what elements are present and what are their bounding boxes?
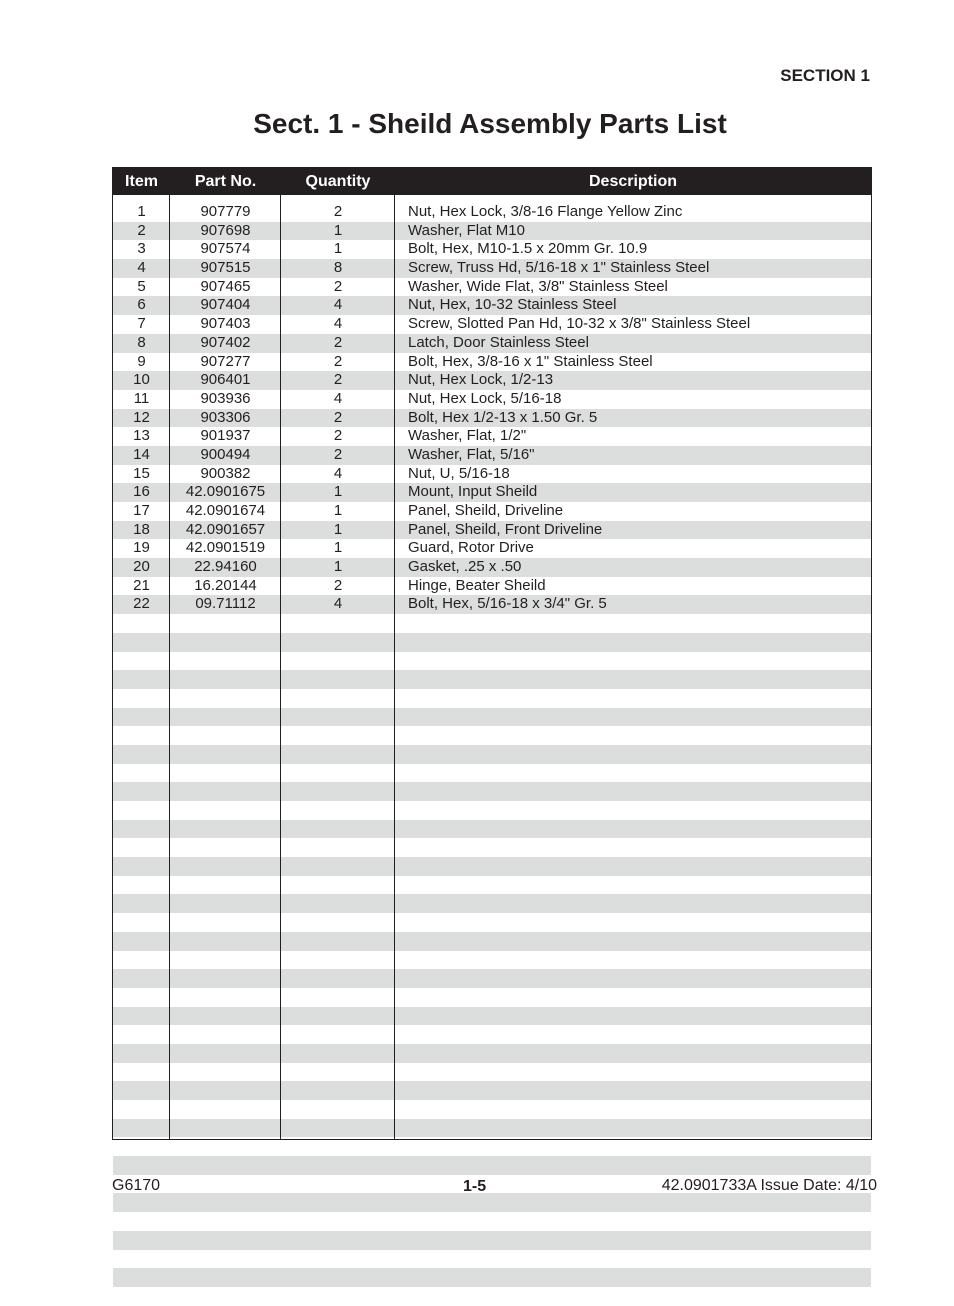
quantity-cell: 2 bbox=[333, 445, 343, 463]
item-cell: 13 bbox=[133, 427, 150, 445]
description-cell: Screw, Slotted Pan Hd, 10-32 x 3/8" Stainless Steel bbox=[408, 315, 751, 333]
section-label: SECTION 1 bbox=[780, 66, 870, 85]
quantity-cell: 8 bbox=[333, 259, 343, 277]
column-header-item: Item bbox=[125, 173, 158, 190]
quantity-cell: 2 bbox=[333, 408, 343, 426]
description-cell: Nut, Hex Lock, 5/16-18 bbox=[408, 389, 562, 407]
part-no-cell: 901937 bbox=[200, 427, 251, 445]
table-row bbox=[113, 1025, 871, 1044]
footer-doc-issue: 42.0901733A Issue Date: 4/10 bbox=[661, 1177, 877, 1194]
item-cell: 21 bbox=[133, 576, 150, 594]
quantity-cell: 4 bbox=[333, 595, 343, 613]
table-row bbox=[113, 951, 871, 970]
quantity-cell: 1 bbox=[333, 483, 343, 501]
description-cell: Nut, Hex Lock, 1/2-13 bbox=[408, 371, 554, 389]
part-no-cell: 907574 bbox=[200, 240, 251, 258]
table-row bbox=[113, 539, 871, 558]
quantity-cell: 2 bbox=[333, 277, 343, 295]
table-row bbox=[113, 820, 871, 839]
parts-table bbox=[112, 167, 872, 1140]
part-no-cell: 907465 bbox=[200, 277, 251, 295]
quantity-cell: 1 bbox=[333, 539, 343, 557]
table-row bbox=[113, 1137, 871, 1156]
table-row bbox=[113, 764, 871, 783]
description-cell: Washer, Flat, 1/2" bbox=[408, 427, 527, 445]
table-row bbox=[113, 1250, 871, 1269]
quantity-cell: 2 bbox=[333, 203, 343, 220]
description-cell: Panel, Sheild, Front Driveline bbox=[408, 520, 603, 538]
table-row bbox=[113, 1044, 871, 1063]
table-row bbox=[113, 745, 871, 764]
quantity-cell: 2 bbox=[333, 333, 343, 351]
table-row bbox=[113, 782, 871, 801]
part-no-cell: 42.0901674 bbox=[185, 502, 266, 519]
table-row bbox=[113, 558, 871, 577]
description-cell: Washer, Wide Flat, 3/8" Stainless Steel bbox=[408, 277, 668, 295]
part-no-cell: 09.71112 bbox=[195, 595, 256, 613]
table-row bbox=[113, 296, 871, 315]
description-cell: Bolt, Hex, 5/16-18 x 3/4" Gr. 5 bbox=[408, 595, 607, 613]
table-row bbox=[113, 222, 871, 241]
description-cell: Bolt, Hex 1/2-13 x 1.50 Gr. 5 bbox=[408, 408, 598, 426]
item-cell: 12 bbox=[133, 408, 150, 426]
quantity-cell: 1 bbox=[333, 502, 343, 519]
table-row bbox=[113, 409, 871, 428]
column-divider bbox=[280, 195, 281, 1139]
table-row bbox=[113, 708, 871, 727]
quantity-cell: 2 bbox=[333, 576, 343, 594]
table-row bbox=[113, 595, 871, 614]
description-cell: Hinge, Beater Sheild bbox=[408, 576, 546, 594]
footer-model: G6170 bbox=[112, 1177, 161, 1194]
item-cell: 17 bbox=[133, 502, 150, 519]
table-row bbox=[113, 577, 871, 596]
quantity-cell: 1 bbox=[333, 221, 343, 239]
table-row bbox=[113, 502, 871, 521]
table-row bbox=[113, 689, 871, 708]
part-no-cell: 900382 bbox=[200, 464, 251, 482]
table-row bbox=[113, 334, 871, 353]
table-row bbox=[113, 1231, 871, 1250]
table-row bbox=[113, 1193, 871, 1212]
quantity-cell: 4 bbox=[333, 296, 343, 314]
table-row bbox=[113, 278, 871, 297]
table-row bbox=[113, 670, 871, 689]
part-no-cell: 42.0901657 bbox=[185, 520, 266, 538]
item-cell: 8 bbox=[137, 333, 146, 351]
column-divider bbox=[394, 195, 395, 1139]
column-header-quantity: Quantity bbox=[305, 173, 371, 190]
item-cell: 7 bbox=[137, 315, 146, 333]
quantity-cell: 2 bbox=[333, 352, 343, 370]
quantity-cell: 4 bbox=[333, 315, 343, 333]
table-row bbox=[113, 1119, 871, 1138]
table-row bbox=[113, 932, 871, 951]
part-no-cell: 907404 bbox=[200, 296, 251, 314]
description-cell: Guard, Rotor Drive bbox=[408, 539, 534, 557]
quantity-cell: 1 bbox=[333, 558, 343, 576]
quantity-cell: 1 bbox=[333, 240, 343, 258]
description-cell: Mount, Input Sheild bbox=[408, 483, 538, 501]
table-row bbox=[113, 857, 871, 876]
item-cell: 1 bbox=[137, 203, 146, 220]
table-row bbox=[113, 1100, 871, 1119]
table-row bbox=[113, 614, 871, 633]
table-row bbox=[113, 465, 871, 484]
table-row bbox=[113, 483, 871, 502]
table-row bbox=[113, 353, 871, 372]
page-title: Sect. 1 - Sheild Assembly Parts List bbox=[253, 108, 727, 139]
table-row bbox=[113, 1081, 871, 1100]
table-row bbox=[113, 1156, 871, 1175]
table-row bbox=[113, 1268, 871, 1287]
item-cell: 15 bbox=[133, 464, 150, 482]
part-no-cell: 907403 bbox=[200, 315, 251, 333]
table-row bbox=[113, 876, 871, 895]
table-row bbox=[113, 371, 871, 390]
table-row bbox=[113, 652, 871, 671]
column-divider bbox=[169, 195, 170, 1139]
footer-page-number: 1-5 bbox=[463, 1178, 487, 1195]
item-cell: 16 bbox=[133, 483, 150, 501]
part-no-cell: 903936 bbox=[200, 389, 251, 407]
part-no-cell: 42.0901675 bbox=[185, 483, 266, 501]
description-cell: Latch, Door Stainless Steel bbox=[408, 333, 589, 351]
table-row bbox=[113, 240, 871, 259]
table-row bbox=[113, 913, 871, 932]
description-cell: Nut, Hex Lock, 3/8-16 Flange Yellow Zinc bbox=[408, 203, 683, 220]
item-cell: 19 bbox=[133, 539, 150, 557]
item-cell: 3 bbox=[137, 240, 146, 258]
item-cell: 10 bbox=[133, 371, 150, 389]
table-body bbox=[113, 203, 871, 1306]
table-row bbox=[113, 446, 871, 465]
part-no-cell: 16.20144 bbox=[194, 576, 257, 594]
description-cell: Bolt, Hex, M10-1.5 x 20mm Gr. 10.9 bbox=[408, 240, 648, 258]
part-no-cell: 907515 bbox=[200, 259, 251, 277]
table-row bbox=[113, 203, 871, 222]
column-header-description: Description bbox=[588, 173, 677, 190]
quantity-cell: 4 bbox=[333, 389, 343, 407]
part-no-cell: 907698 bbox=[200, 221, 251, 239]
part-no-cell: 907277 bbox=[200, 352, 251, 370]
quantity-cell: 1 bbox=[333, 520, 343, 538]
quantity-cell: 4 bbox=[333, 464, 343, 482]
item-cell: 4 bbox=[137, 259, 146, 277]
part-no-cell: 22.94160 bbox=[194, 558, 257, 576]
table-row bbox=[113, 390, 871, 409]
item-cell: 2 bbox=[137, 221, 146, 239]
quantity-cell: 2 bbox=[333, 371, 343, 389]
table-row bbox=[113, 894, 871, 913]
description-cell: Washer, Flat, 5/16" bbox=[408, 445, 535, 463]
part-no-cell: 42.0901519 bbox=[185, 539, 266, 557]
table-row bbox=[113, 521, 871, 540]
description-cell: Panel, Sheild, Driveline bbox=[408, 502, 564, 519]
table-row bbox=[113, 1007, 871, 1026]
table-row bbox=[113, 801, 871, 820]
table-row bbox=[113, 726, 871, 745]
table-row bbox=[113, 969, 871, 988]
part-no-cell: 906401 bbox=[200, 371, 251, 389]
part-no-cell: 903306 bbox=[200, 408, 251, 426]
table-row bbox=[113, 259, 871, 278]
quantity-cell: 2 bbox=[333, 427, 343, 445]
item-cell: 5 bbox=[137, 277, 146, 295]
item-cell: 18 bbox=[133, 520, 150, 538]
item-cell: 14 bbox=[133, 445, 150, 463]
item-cell: 6 bbox=[137, 296, 146, 314]
column-header-part-no: Part No. bbox=[194, 173, 257, 190]
table-row bbox=[113, 1063, 871, 1082]
description-cell: Nut, U, 5/16-18 bbox=[408, 464, 510, 482]
part-no-cell: 907779 bbox=[200, 203, 251, 220]
table-row bbox=[113, 427, 871, 446]
table-row bbox=[113, 633, 871, 652]
table-row bbox=[113, 1212, 871, 1231]
table-header bbox=[113, 168, 871, 195]
part-no-cell: 907402 bbox=[200, 333, 251, 351]
description-cell: Washer, Flat M10 bbox=[408, 221, 525, 239]
description-cell: Screw, Truss Hd, 5/16-18 x 1" Stainless Steel bbox=[408, 259, 710, 277]
item-cell: 9 bbox=[137, 352, 146, 370]
description-cell: Bolt, Hex, 3/8-16 x 1" Stainless Steel bbox=[408, 352, 653, 370]
description-cell: Nut, Hex, 10-32 Stainless Steel bbox=[408, 296, 617, 314]
table-row bbox=[113, 1287, 871, 1306]
part-no-cell: 900494 bbox=[200, 445, 251, 463]
item-cell: 20 bbox=[133, 558, 150, 576]
item-cell: 22 bbox=[133, 595, 150, 613]
table-row bbox=[113, 988, 871, 1007]
description-cell: Gasket, .25 x .50 bbox=[408, 558, 522, 576]
item-cell: 11 bbox=[133, 389, 150, 407]
table-row bbox=[113, 838, 871, 857]
table-row bbox=[113, 315, 871, 334]
